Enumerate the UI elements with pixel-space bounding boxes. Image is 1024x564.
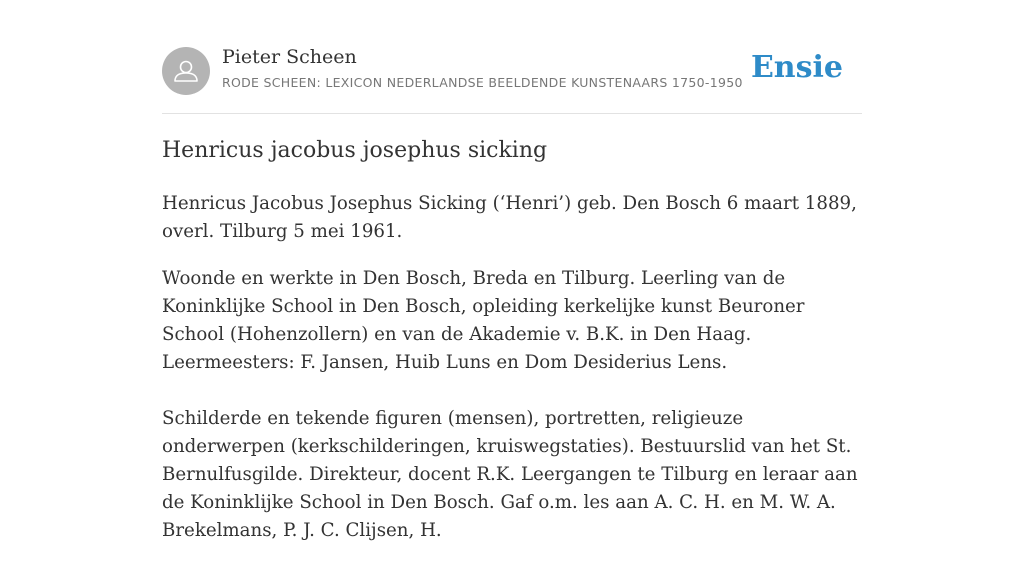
header-divider [162, 113, 862, 114]
user-icon [162, 47, 210, 95]
author-name[interactable]: Pieter Scheen [222, 46, 357, 68]
paragraph-intro: Henricus Jacobus Josephus Sicking (‘Henri’) geb. Den Bosch 6 maart 1889, overl. Tilburg 5 mei 1961. [162, 193, 857, 242]
avatar[interactable] [162, 47, 210, 95]
brand-logo[interactable]: Ensie [750, 50, 843, 85]
paragraph-education: Woonde en werkte in Den Bosch, Breda en Tilburg. Leerling van de Koninklijke School in Den Bosch, opleiding kerkelijke kunst Beuroner School (Hohenzollern) en van de Akademie v. B.K. in Den Haag. Leermeesters: F. Jansen, Huib Luns en Dom Desiderius Lens. [162, 268, 805, 373]
source-title[interactable]: RODE SCHEEN: LEXICON NEDERLANDSE BEELDENDE KUNSTENAARS 1750-1950 [222, 75, 743, 90]
paragraph-work: Schilderde en tekende figuren (mensen), portretten, religieuze onderwerpen (kerkschilderingen, kruiswegstaties). Bestuurslid van het St. Bernulfusgilde. Direkteur, docent R.K. Leergangen te Tilburg en leraar aan de Koninklijke School in Den Bosch. Gaf o.m. les aan A. C. H. en M. W. A. Brekelmans, P. J. C. Clijsen, H. [162, 408, 858, 541]
article-body [162, 190, 862, 564]
page-title: Henricus jacobus josephus sicking [162, 138, 548, 163]
article-header [162, 46, 862, 96]
